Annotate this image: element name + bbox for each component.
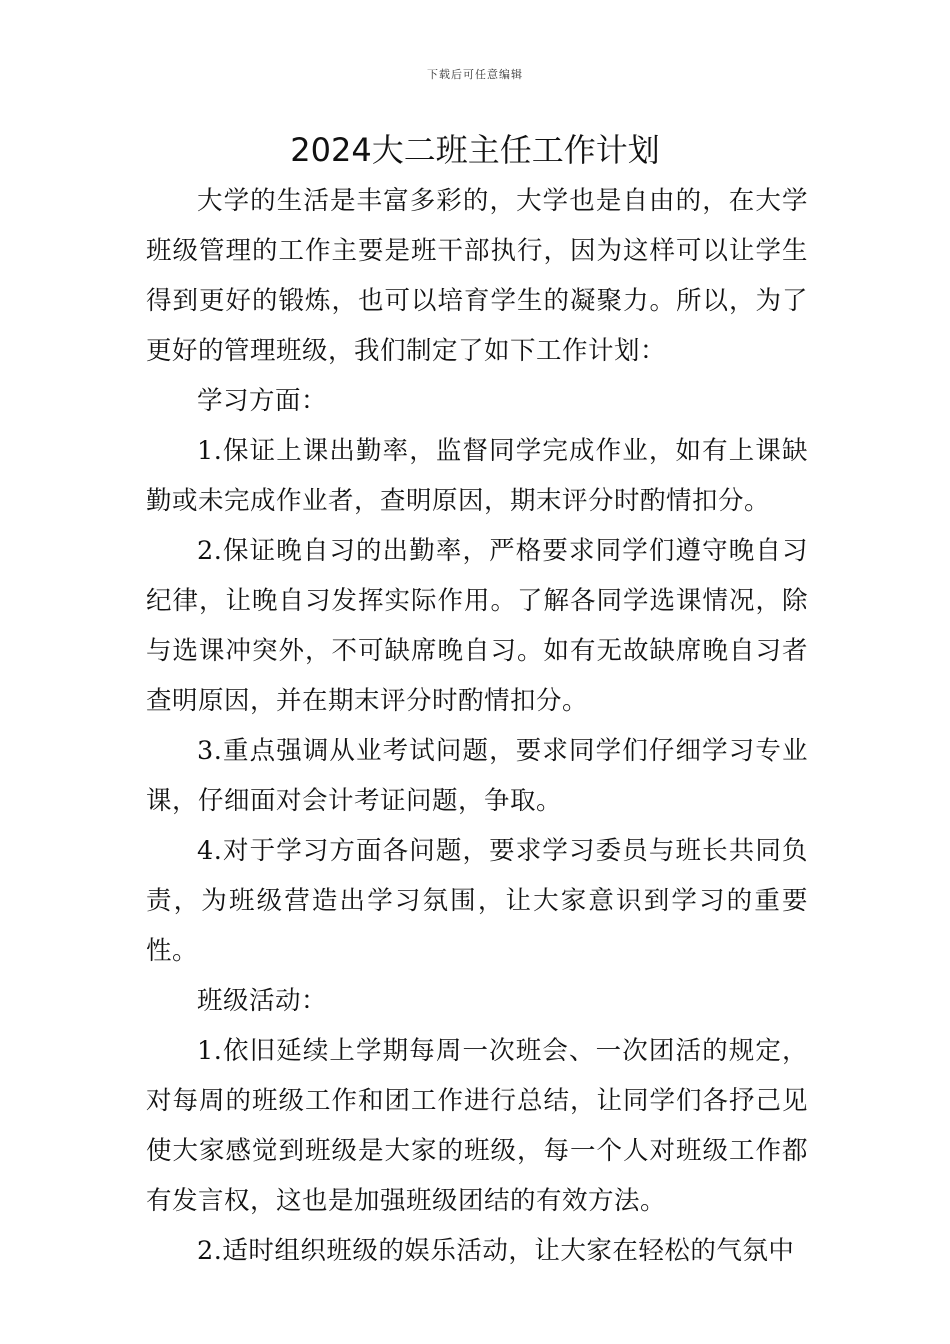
activity-item-2: 2.适时组织班级的娱乐活动，让大家在轻松的气氛中 (197, 1236, 795, 1266)
document-title: 2024大二班主任工作计划 (290, 131, 660, 169)
study-item-4: 4.对于学习方面各问题，要求学习委员与班长共同负责，为班级营造出学习氛围，让大家意识到学习的重要性。 (146, 836, 808, 966)
activity-item-1: 1.依旧延续上学期每周一次班会、一次团活的规定，对每周的班级工作和团工作进行总结，让同学们各抒己见使大家感觉到班级是大家的班级，每一个人对班级工作都有发言权，这也是加强班级团结的有效方法。 (146, 1036, 808, 1216)
document-body (146, 176, 808, 1276)
section-heading-study: 学习方面： (197, 386, 328, 416)
study-item-1: 1.保证上课出勤率，监督同学完成作业，如有上课缺勤或未完成作业者，查明原因，期末评分时酌情扣分。 (146, 436, 808, 516)
study-item-3: 3.重点强调从业考试问题，要求同学们仔细学习专业课，仔细面对会计考证问题，争取。 (146, 736, 808, 816)
study-item-2: 2.保证晚自习的出勤率，严格要求同学们遵守晚自习纪律，让晚自习发挥实际作用。了解各同学选课情况，除与选课冲突外，不可缺席晚自习。如有无故缺席晚自习者查明原因，并在期末评分时酌情扣分。 (146, 536, 808, 716)
section-heading-activities: 班级活动： (197, 986, 328, 1016)
intro-paragraph: 大学的生活是丰富多彩的，大学也是自由的，在大学班级管理的工作主要是班干部执行，因为这样可以让学生得到更好的锻炼，也可以培育学生的凝聚力。所以，为了更好的管理班级，我们制定了如下工作计划： (146, 186, 808, 366)
header-note: 下载后可任意编辑 (427, 68, 523, 81)
